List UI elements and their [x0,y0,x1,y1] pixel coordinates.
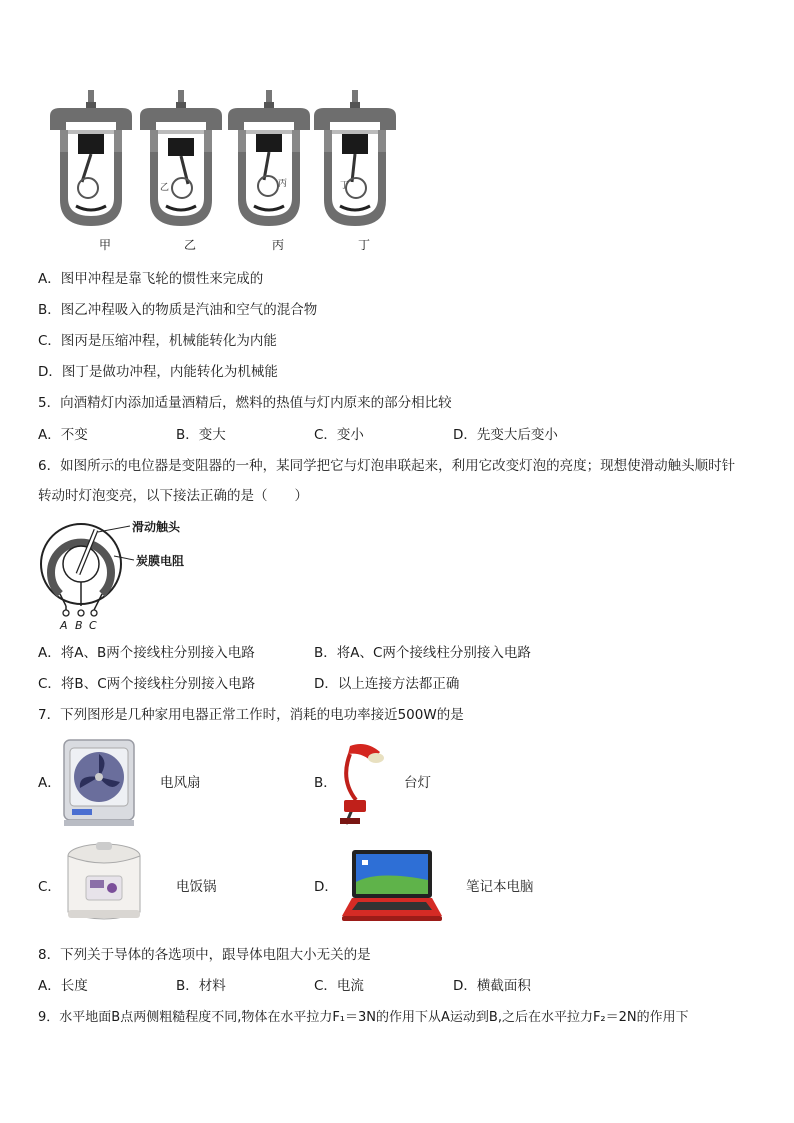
q4-option-d: D．图丁是做功冲程，内能转化为机械能 [38,364,278,380]
q8-stem: 8．下列关于导体的各选项中，跟导体电阻大小无关的是 [38,947,371,963]
q7-option-c-name: 电饭锅 [176,879,217,895]
label-carbon-film-resistor: 炭膜电阻 [136,554,185,568]
q7-stem: 7．下列图形是几种家用电器正常工作时，消耗的电功率接近500W的是 [38,707,464,723]
engine-diagram-yi [136,90,226,230]
fan-icon [60,738,138,828]
q6-option-b: B．将A、C两个接线柱分别接入电路 [314,645,531,661]
engine-diagram-jia [46,90,136,230]
engine-diagram-ding [310,90,400,230]
q7-option-a-letter: A． [38,775,61,791]
q6-stem-line1: 6．如图所示的电位器是变阻器的一种，某同学把它与灯泡串联起来，利用它改变灯泡的亮度；现想使滑动触头顺时针 [38,458,736,474]
engine-label-ding: 丁 [358,238,371,252]
q8-option-c: C．电流 [314,978,364,994]
q7-option-b-name: 台灯 [404,775,431,791]
q9-stem: 9．水平地面B点两侧粗糙程度不同,物体在水平拉力F₁＝3N的作用下从A运动到B,之后在水平拉力F₂＝2N的作用下 [38,1010,689,1025]
q8-option-d: D．横截面积 [453,978,531,994]
q8-option-a: A．长度 [38,978,88,994]
q6-stem-line2: 转动时灯泡变亮，以下接法正确的是（ ） [38,488,308,504]
q7-option-d-name: 笔记本电脑 [466,879,534,895]
q5-option-d: D．先变大后变小 [453,427,558,443]
q6-option-c: C．将B、C两个接线柱分别接入电路 [38,676,256,692]
svg-text:丙: 丙 [278,179,288,189]
q8-option-b: B．材料 [176,978,226,994]
engine-label-yi: 乙 [184,238,197,252]
q6-option-d: D．以上连接方法都正确 [314,676,460,692]
terminal-a-label: A [60,619,68,632]
terminal-c-label: C [89,619,97,632]
q7-option-b-letter: B． [314,775,337,791]
q4-option-c: C．图丙是压缩冲程，机械能转化为内能 [38,333,277,349]
q5-option-b: B．变大 [176,427,226,443]
q7-option-c-letter: C． [38,879,61,895]
engine-label-jia: 甲 [99,238,112,252]
q5-stem: 5．向酒精灯内添加适量酒精后，燃料的热值与灯内原来的部分相比较 [38,395,452,411]
q7-option-d-letter: D． [314,879,338,895]
terminal-b-label: B [75,619,83,632]
svg-text:丁: 丁 [340,181,350,191]
laptop-icon [338,846,444,926]
svg-text:乙: 乙 [160,183,170,193]
engine-diagram-bing [224,90,314,230]
q4-option-b: B．图乙冲程吸入的物质是汽油和空气的混合物 [38,302,318,318]
q6-option-a: A．将A、B两个接线柱分别接入电路 [38,645,255,661]
q5-option-c: C．变小 [314,427,364,443]
rice-cooker-icon [60,840,148,926]
q7-option-a-name: 电风扇 [160,775,201,791]
desk-lamp-icon [336,740,392,828]
engine-label-bing: 丙 [272,238,285,252]
q5-option-a: A．不变 [38,427,88,443]
label-slider: 滑动触头 [132,520,181,534]
q4-option-a: A．图甲冲程是靠飞轮的惯性来完成的 [38,271,264,287]
